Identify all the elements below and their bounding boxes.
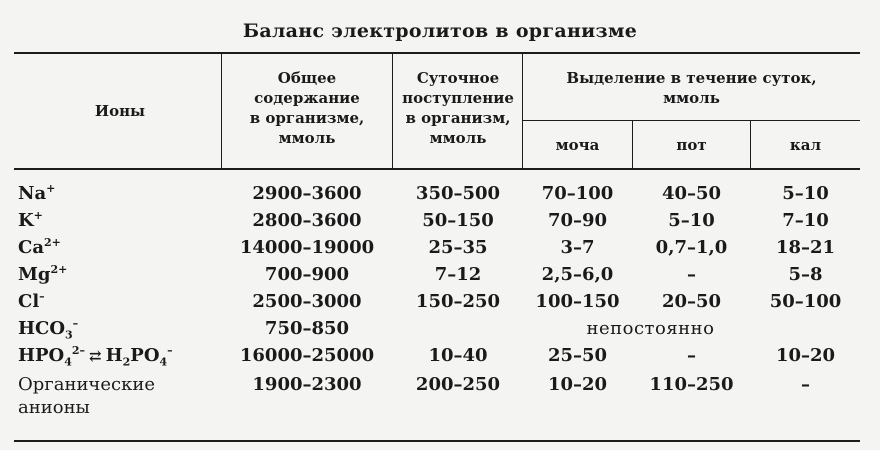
table-cell-sweat: 5–10 bbox=[668, 210, 715, 231]
header-feces: кал bbox=[789, 136, 822, 154]
table-cell-total: 16000–25000 bbox=[239, 345, 375, 366]
ion-k: K+ bbox=[18, 209, 43, 231]
table-cell-feces: – bbox=[801, 374, 810, 395]
header-total-line: ммоль bbox=[278, 129, 336, 147]
table-cell-feces: 5–10 bbox=[782, 183, 829, 204]
table-title: Баланс электролитов в организме bbox=[242, 20, 638, 42]
table-cell-sweat: 0,7–1,0 bbox=[655, 237, 728, 258]
table-cell-daily: 7–12 bbox=[434, 264, 482, 285]
table-cell-feces: 18–21 bbox=[775, 237, 836, 258]
table-cell-total: 14000–19000 bbox=[239, 237, 375, 258]
ion-phosphate: $HPO_4^{2-}$ ⇄ $H_2PO_4^-$ bbox=[18, 344, 173, 369]
header-total bbox=[222, 68, 392, 148]
table-cell-urine: 100–150 bbox=[535, 291, 620, 312]
header-daily-line: ммоль bbox=[429, 129, 487, 147]
table-cell-urine: 70–90 bbox=[547, 210, 608, 231]
table-cell-urine: 3–7 bbox=[560, 237, 595, 258]
ion-ca: $Ca^{2+}$ bbox=[18, 236, 61, 258]
header-daily-line: Суточное bbox=[416, 69, 500, 87]
header-total-line: в организме, bbox=[249, 109, 365, 127]
header-total-line: Общее bbox=[277, 69, 337, 87]
ion-na: Na+ bbox=[18, 182, 56, 204]
table-cell-feces: 7–10 bbox=[782, 210, 829, 231]
table-cell-sweat: 110–250 bbox=[649, 374, 734, 395]
table-cell-urine: 70–100 bbox=[541, 183, 614, 204]
header-sweat: пот bbox=[676, 136, 707, 154]
header-excretion bbox=[523, 68, 860, 108]
ion-cl: Cl– bbox=[18, 290, 45, 312]
ion-hco3: $HCO_3^-$ bbox=[18, 317, 79, 342]
header-excretion-line: Выделение в течение суток, bbox=[566, 69, 817, 87]
header-urine: моча bbox=[555, 136, 600, 154]
table-cell-total: 2900–3600 bbox=[252, 183, 362, 204]
ion-organic-anions bbox=[18, 373, 155, 419]
table-cell-sweat: 20–50 bbox=[661, 291, 722, 312]
table-cell-total: 750–850 bbox=[264, 318, 350, 339]
table-cell-feces: 10–20 bbox=[775, 345, 836, 366]
table-cell-sweat: 40–50 bbox=[661, 183, 722, 204]
header-daily-line: поступление bbox=[402, 89, 514, 107]
table-cell-total: 1900–2300 bbox=[252, 374, 362, 395]
table-top-rule bbox=[14, 52, 860, 54]
table-cell-sweat: – bbox=[687, 264, 696, 285]
table-cell-total: 700–900 bbox=[264, 264, 350, 285]
table-cell-daily: 150–250 bbox=[415, 291, 501, 312]
table-cell-urine: 10–20 bbox=[547, 374, 608, 395]
equilibrium-arrow-icon: ⇄ bbox=[89, 347, 102, 365]
header-bottom-rule bbox=[14, 168, 860, 170]
table-cell-daily: 10–40 bbox=[428, 345, 488, 366]
header-daily-line: в организм, bbox=[405, 109, 511, 127]
table-cell-feces: 50–100 bbox=[769, 291, 842, 312]
table-cell-sweat: – bbox=[687, 345, 696, 366]
table-cell-urine: 25–50 bbox=[547, 345, 608, 366]
table-cell-urine: 2,5–6,0 bbox=[541, 264, 614, 285]
table-cell-daily: 200–250 bbox=[415, 374, 501, 395]
excretion-sub-rule bbox=[523, 120, 860, 121]
header-excretion-line: ммоль bbox=[663, 89, 720, 107]
ion-mg: $Mg^{2+}$ bbox=[18, 263, 68, 285]
header-daily bbox=[393, 68, 523, 148]
table-cell-merged: непостоянно bbox=[586, 318, 715, 339]
ion-organic-line: Органические bbox=[18, 374, 155, 395]
header-ions: Ионы bbox=[94, 102, 146, 120]
table-cell-total: 2800–3600 bbox=[252, 210, 362, 231]
table-cell-feces: 5–8 bbox=[788, 264, 823, 285]
table-cell-daily: 350–500 bbox=[415, 183, 501, 204]
ion-organic-line: анионы bbox=[18, 397, 90, 418]
header-total-line: содержание bbox=[254, 89, 360, 107]
table-bottom-rule bbox=[14, 440, 860, 442]
table-cell-daily: 50–150 bbox=[422, 210, 494, 231]
table-cell-total: 2500–3000 bbox=[252, 291, 362, 312]
table-cell-daily: 25–35 bbox=[428, 237, 488, 258]
